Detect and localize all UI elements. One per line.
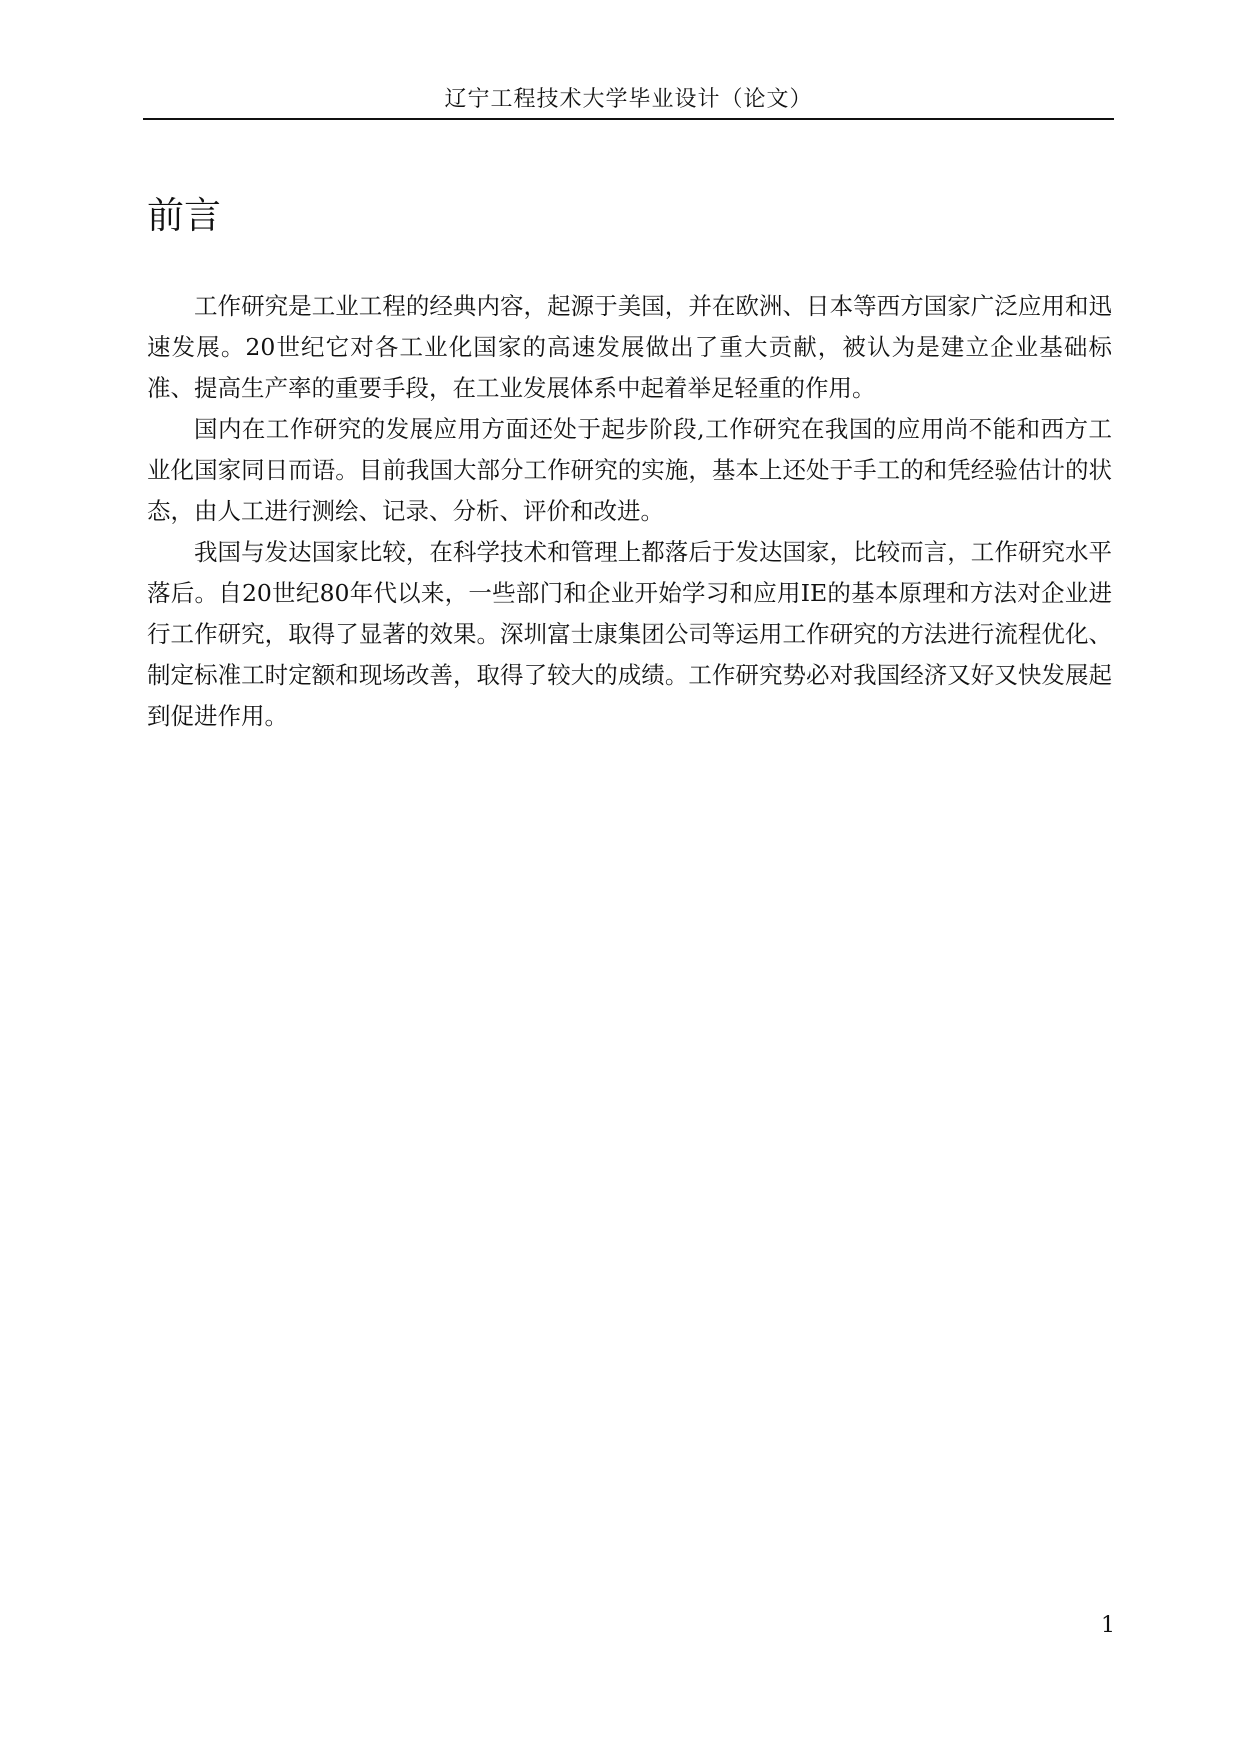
paragraph-3: 我国与发达国家比较，在科学技术和管理上都落后于发达国家，比较而言，工作研究水平落后。自20世纪80年代以来，一些部门和企业开始学习和应用IE的基本原理和方法对企业进行工作研究，取得了显著的效果。深圳富士康集团公司等运用工作研究的方法进行流程优化、制定标准工时定额和现场改善，取得了较大的成绩。工作研究势必对我国经济又好又快发展起到促进作用。 [147, 538, 1112, 730]
header-title: 辽宁工程技术大学毕业设计（论文） [444, 87, 813, 112]
paragraph-2: 国内在工作研究的发展应用方面还处于起步阶段,工作研究在我国的应用尚不能和西方工业化国家同日而语。目前我国大部分工作研究的实施，基本上还处于手工的和凭经验估计的状态，由人工进行测绘、记录、分析、评价和改进。 [147, 415, 1112, 525]
page-header [143, 82, 1114, 120]
paragraph-1: 工作研究是工业工程的经典内容，起源于美国，并在欧洲、日本等西方国家广泛应用和迅速发展。20世纪它对各工业化国家的高速发展做出了重大贡献，被认为是建立企业基础标准、提高生产率的重要手段，在工业发展体系中起着举足轻重的作用。 [147, 292, 1112, 402]
body-text [147, 286, 1112, 737]
section-title: 前言 [147, 194, 221, 237]
page-number: 1 [1101, 1613, 1115, 1638]
